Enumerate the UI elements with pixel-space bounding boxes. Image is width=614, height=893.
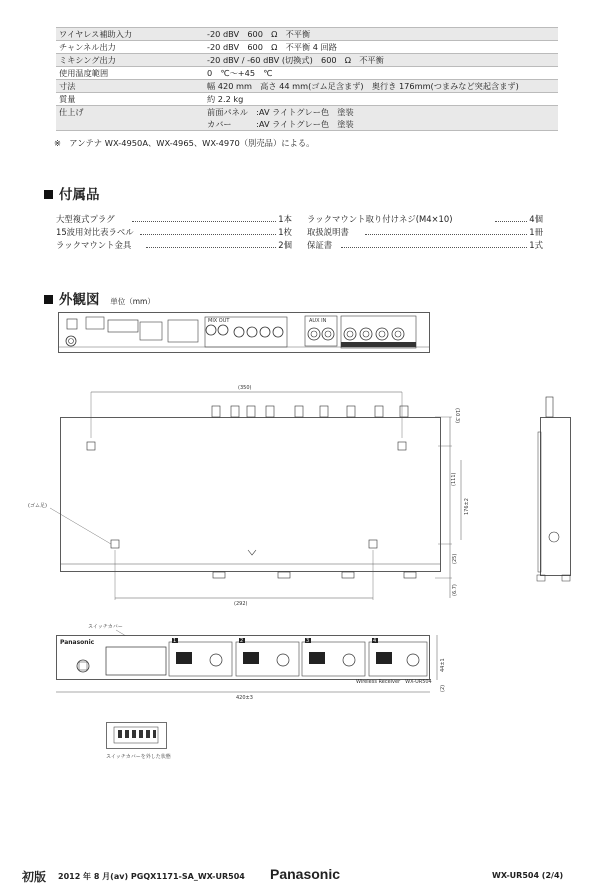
top-view-drawing — [20, 378, 460, 608]
outline-unit: 単位（mm） — [110, 297, 155, 306]
accessory-item — [307, 213, 543, 225]
accessory-qty: 1式 — [529, 240, 543, 250]
dim-2: (2) — [440, 684, 446, 692]
spec-row — [56, 54, 558, 67]
dim-176-svg — [455, 460, 475, 540]
accessory-name: 15波用対比表ラベル — [56, 227, 134, 237]
accessory-qty: 4個 — [529, 214, 543, 224]
leader-dots — [365, 234, 527, 235]
leader-dots — [146, 247, 276, 248]
spec-note: ※ アンテナ WX-4950A、WX-4965、WX-4970（別売品）による。 — [54, 138, 315, 148]
accessory-item — [56, 239, 292, 251]
rear-mix-label: MIX OUT — [208, 318, 230, 324]
spec-value: -20 dBV 600 Ω 不平衡 — [207, 29, 311, 39]
spec-label: チャンネル出力 — [59, 42, 116, 52]
side-view-drawing — [532, 392, 582, 592]
spec-value: 約 2.2 kg — [207, 94, 244, 104]
spec-label: 使用温度範囲 — [59, 68, 109, 78]
outline-heading-text: 外観図 — [59, 292, 100, 308]
footer-brand-logo: Panasonic — [270, 866, 341, 882]
switch-cover-label: スイッチカバー — [88, 624, 123, 630]
footer-edition: 初版 — [22, 870, 47, 884]
outline-heading — [44, 288, 155, 308]
spec-value: 前面パネル :AV ライトグレー色 塗装 — [207, 107, 354, 117]
accessory-qty: 2個 — [278, 240, 292, 250]
dim-10-3: (10.3) — [454, 408, 460, 424]
accessory-item — [307, 226, 543, 238]
accessory-qty: 1本 — [278, 214, 292, 224]
accessory-name: 大型複式プラグ — [56, 214, 115, 224]
leader-dots — [341, 247, 527, 248]
front-panel-drawing — [56, 620, 446, 700]
dim-176: 176±2 — [464, 498, 470, 515]
accessory-item — [307, 239, 543, 251]
accessory-name: ラックマウント金具 — [56, 240, 132, 250]
accessory-qty: 1枚 — [278, 227, 292, 237]
spec-value: -20 dBV / -60 dBV (切換式) 600 Ω 不平衡 — [207, 55, 384, 65]
dim-350: (350) — [238, 385, 252, 391]
accessory-name: 取扱説明書 — [307, 227, 349, 237]
front-model-label: Wireless Receiver WX-UR504 — [356, 679, 432, 685]
accessory-item — [56, 213, 292, 225]
heading-square-icon — [44, 295, 53, 304]
spec-row — [56, 41, 558, 54]
dim-111: (111) — [451, 472, 457, 486]
spec-value: 0 ℃〜+45 ℃ — [207, 68, 273, 78]
accessory-item — [56, 226, 292, 238]
footer-page: WX-UR504 (2/4) — [492, 871, 564, 880]
dim-6-7: (6.7) — [452, 584, 458, 596]
leader-dots — [132, 221, 276, 222]
ch1-label: 1 — [173, 638, 177, 644]
spec-row — [56, 67, 558, 80]
accessory-name: ラックマウント取り付けネジ(M4×10) — [307, 214, 453, 224]
spec-row — [56, 93, 558, 106]
dim-44: 44±1 — [440, 658, 446, 672]
dim-25: (25) — [452, 553, 458, 564]
spec-label: 仕上げ — [59, 107, 84, 117]
rubber-foot-label: (ゴム足) — [28, 503, 47, 509]
footer-info: 2012 年 8 月(av) PGQX1171-SA_WX-UR504 — [58, 872, 245, 881]
ch3-label: 3 — [306, 638, 310, 644]
spec-row — [56, 80, 558, 93]
spec-row — [56, 106, 558, 131]
spec-label: 質量 — [59, 94, 76, 104]
spec-value-2: カバー :AV ライトグレー色 塗装 — [207, 119, 354, 129]
dim-292: (292) — [234, 601, 248, 607]
heading-square-icon — [44, 190, 53, 199]
dim-420: 420±3 — [236, 695, 253, 700]
leader-dots — [140, 234, 276, 235]
rear-panel-drawing — [58, 312, 430, 357]
accessories-heading — [44, 183, 100, 203]
switch-detail-drawing — [106, 722, 186, 764]
accessory-qty: 1冊 — [529, 227, 543, 237]
leader-dots — [495, 221, 527, 222]
ch4-label: 4 — [373, 638, 377, 644]
ch2-label: 2 — [240, 638, 244, 644]
spec-row — [56, 28, 558, 41]
switch-cover-removed-label: スイッチカバーを外した状態 — [106, 754, 171, 760]
spec-value: 幅 420 mm 高さ 44 mm(ゴム足含まず) 奥行き 176mm(つまみなど突起含まず) — [207, 81, 519, 91]
spec-value: -20 dBV 600 Ω 不平衡 4 回路 — [207, 42, 337, 52]
rear-aux-label: AUX IN — [309, 318, 327, 324]
front-brand: Panasonic — [60, 639, 95, 646]
spec-label: ワイヤレス補助入力 — [59, 29, 133, 39]
spec-label: 寸法 — [59, 81, 76, 91]
accessory-name: 保証書 — [307, 240, 333, 250]
spec-label: ミキシング出力 — [59, 55, 116, 65]
accessories-heading-text: 付属品 — [59, 187, 100, 203]
